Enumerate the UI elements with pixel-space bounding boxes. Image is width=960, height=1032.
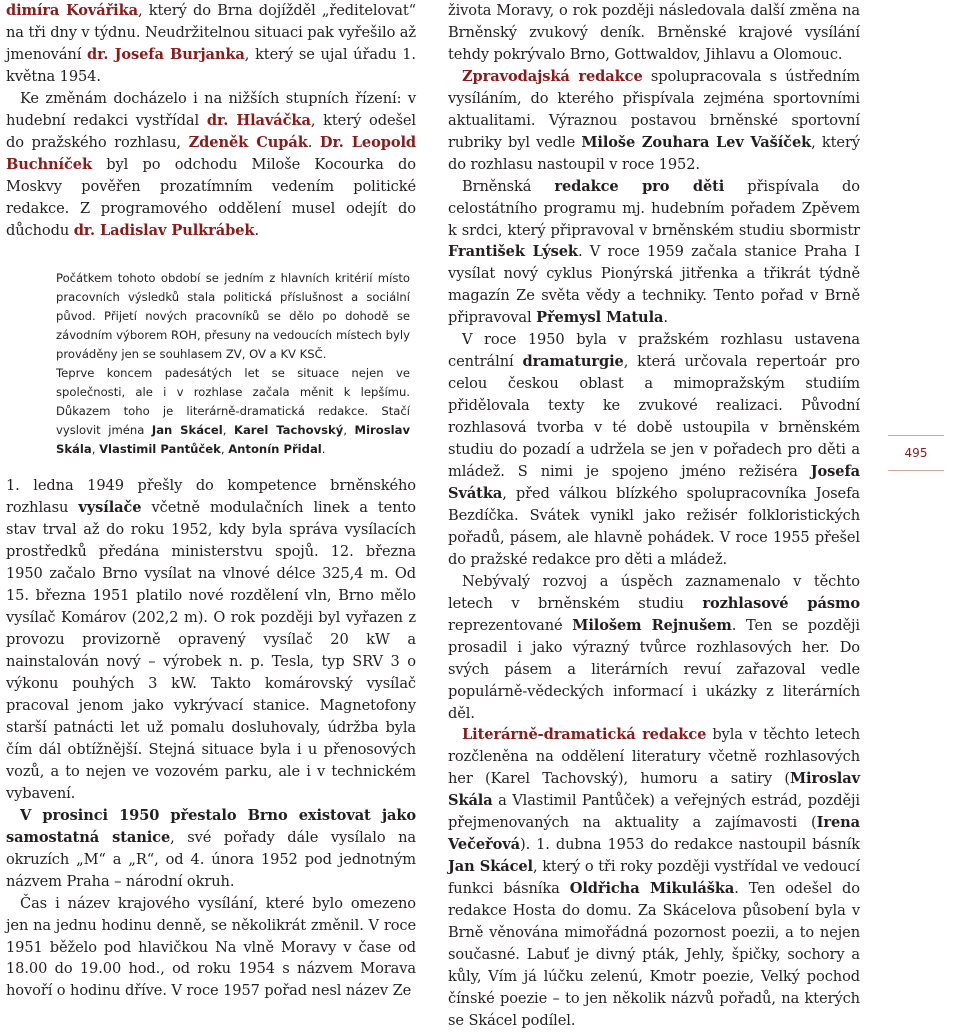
emphasis-text: Irena Večeřová [448,814,860,854]
body-text: , [343,423,355,438]
body-text: byl po odchodu Miloše Kocourka do Moskvy pověřen prozatímním vedením politické redakce. Z programového oddělení musel odejít do důchodu [6,155,416,239]
body-text: , který do rozhlasu nastoupil v roce 1952. [448,133,860,173]
body-text: . [254,221,259,239]
body-text: , své pořady dále vysílalo na okruzích „M“ a „R“, od 4. února 1952 pod jednotným názvem Praha – národní okruh. [6,828,416,890]
emphasis-text: Jan Skácel [448,858,533,876]
emphasis-text: V prosinci 1950 přestalo Brno existovat jako samostatná stanice [6,806,416,846]
emphasis-text: Zpravodajská redakce [462,67,643,85]
left-column [6,0,416,1002]
emphasis-text: Milošem Rejnušem [572,616,732,634]
body-text: , který o tři roky později vystřídal ve vedoucí funkci básníka [448,858,861,898]
paragraph-radio-montage [448,571,860,725]
body-text: . V roce 1959 začala stanice Praha I vysílat nový cyklus Pionýrská jitřenka a třikrát týdně magazín Ze světa vědy a techniky. Tento pořad v Brně připravoval [448,243,861,327]
emphasis-text: dr. Ladislav Pulkrábek [73,221,255,239]
sidebar-note-paragraph-2 [56,364,410,459]
emphasis-text: Literárně-dramatická redakce [462,726,707,744]
paragraph-transmitters [6,475,416,804]
body-text: . Ten odešel do redakce Hosta do domu. Za Skácelova působení byla v Brně věnována mimořádná pozornost poezii, a to nejen současné. Labuť je divný pták, Jehly, špičky, sochory a kůly, Vím já lúčku zelenú, Kmotr poezie, Velký pochod čínské poezie – to jen několik názvů pořadů, na kterých se Skácel podílel. [448,880,860,1029]
body-text: a Vlastimil Pantůček) a veřejných estrád, později přejmenovaných na aktuality a zajímavosti ( [448,792,860,832]
paragraph-staff-changes [6,88,416,242]
emphasis-text: Miloše Zouhara Lev Vašíček [581,133,812,151]
emphasis-text: dimíra Kovářika [6,2,138,19]
emphasis-text: František Lýsek [448,243,578,261]
body-text: , který do Brna dojížděl „ředitelovat“ na tři dny v týdnu. Neudržitelnou situaci pak vyřešilo až jmenování [6,2,416,63]
paragraph-regional-coverage [448,0,860,66]
body-text: Nebývalý rozvoj a úspěch zaznamenalo v těchto letech v brněnském studiu [448,572,860,612]
body-text: . Ten se později prosadil i jako výrazný tvůrce rozhlasových her. Do svých pásem a literárních revuí zařazoval vedle populárně-vědeckých informací i ukázky z literárních děl. [448,616,860,722]
page-number: 495 [888,435,944,471]
sidebar-note [6,269,416,459]
paragraph-dramaturgy [448,329,860,570]
emphasis-text: dr. Hlaváčka [206,111,311,129]
body-text: , která určovala repertoár pro celou českou oblast a mimopražským studiím přidělovala texty ke zvukové realizaci. Původní rozhlasová tvorba v té době ustoupila v brněnském studiu do pozadí a udržela se jen v pořadech pro děti a mládež. S nimi je spojeno jméno režiséra [448,353,860,481]
body-text: byla v těchto letech rozčleněna na oddělení literatury včetně rozhlasových her (Karel Tachovský), humoru a satiry ( [448,726,860,788]
body-text: , před válkou blízkého spolupracovníka Josefa Bezdíčka. Svátek vynikl jako režisér folkloristických pořadů, pásem, ale hlavně pohádek. V roce 1955 přešel do pražské redakce pro děti a mládež. [448,484,860,568]
body-text: včetně modulačních linek a tento stav trval až do roku 1952, kdy byla správa vysílacích prostředků předána ministerstvu spojů. 12. března 1950 začalo Brno vysílat na vlnové délce 325,4 m. Od 15. března 1951 platilo nové rozdělení vln, Brno mělo vysílač Komárov (202,2 m). O rok později byl vyřazen z provozu provizorně opravený vysílač 20 kW a nainstalován nový – výrobek n. p. Tesla, typ SRV 3 o výkonu pouhých 3 kW. Takto komárovský vysílač pracoval jenom jako vykrývací stanice. Magnetofony starší patnácti let už pomalu dosluhovaly, údržba byla čím dál obtížnější. Stejná situace byla i u přenosových vozů, a to nejen ve vozovém parku, ale i v technickém vybavení. [6,499,416,802]
emphasis-text: Zdeněk Cupák [188,133,308,151]
emphasis-text: Jan Skácel [151,423,223,438]
emphasis-text: redakce pro děti [554,177,725,195]
body-text: 1. ledna 1949 přešly do kompetence brněnského rozhlasu [6,477,416,517]
emphasis-text: Karel Tachovský [234,423,344,438]
paragraph-literary-drama [448,724,860,1031]
emphasis-text: Vlastimil Pantůček [99,442,221,457]
body-text: , který odešel do pražského rozhlasu, [6,111,416,151]
paragraph-children-desk [448,176,860,330]
body-text: přispívala do celostátního programu mj. hudebním pořadem Zpěvem k srdci, který připravoval v brněnském studiu sbormistr [448,177,860,239]
body-text: , [91,442,100,457]
body-text: života Moravy, o rok později následovala další změna na Brněnský zvukový deník. Brněnské krajové vysílání tehdy pokrývalo Brno, Gottwaldov, Jihlavu a Olomouc. [448,2,860,63]
emphasis-text: rozhlasové pásmo [702,594,860,612]
body-text: ). 1. dubna 1953 do redakce nastoupil básník [520,836,860,854]
body-text: Brněnská [462,177,555,195]
emphasis-text: Josefa Svátka [448,463,860,502]
emphasis-text: Miroslav Skála [448,770,860,810]
body-text: , který se ujal úřadu 1. května 1954. [6,45,416,85]
body-text: reprezentované [448,616,573,634]
paragraph-kovarik [6,0,416,88]
body-text: Počátkem tohoto období se jedním z hlavních kritérií místo pracovních výsledků stala politická příslušnost a sociální původ. Přijetí nových pracovníků se dělo po dohodě se závodním výborem ROH, přesuny na vedoucích místech byly prováděny jen se souhlasem ZV, OV a KV KSČ. [56,271,410,362]
body-text: . [663,309,668,327]
body-text: . [307,133,320,151]
body-text: , [222,423,234,438]
emphasis-text: dr. Josefa Burjanka [87,45,245,63]
emphasis-text: Dr. Leopold Buchníček [6,133,417,173]
emphasis-text: vysílače [78,499,142,517]
body-text: . [321,442,326,457]
right-column [448,0,860,1032]
emphasis-text: Oldřicha Mikuláška [569,880,735,898]
body-text: Čas i název krajového vysílání, které bylo omezeno jen na jednu hodinu denně, se několikrát změnil. V roce 1951 běželo pod hlavičkou Na vlně Moravy v čase od 18.00 do 19.00 hod., od roku 1954 s názvem Morava hovoří o hodinu dříve. V roce 1957 pořad nesl název Ze [6,894,416,1000]
paragraph-news-desk [448,66,860,176]
paragraph-brno-station-end [6,805,416,893]
sidebar-note-paragraph-1 [56,269,410,364]
emphasis-text: Přemysl Matula [536,309,664,327]
emphasis-text: Antonín Přidal [228,442,322,457]
body-text: , [220,442,229,457]
paragraph-regional-broadcast [6,893,416,1003]
emphasis-text: Miroslav Skála [56,423,410,457]
body-text: Ke změnám docházelo i na nižších stupních řízení: v hudební redakci vystřídal [6,89,416,129]
body-text: Teprve koncem padesátých let se situace nejen ve společnosti, ale i v rozhlase začala měnit k lepšímu. Důkazem toho je literárně-dramatická redakce. Stačí vyslovit jména [56,366,410,438]
body-text: spolupracovala s ústředním vysíláním, do kterého přispívala zejména sportovními aktualitami. Výraznou postavou brněnské sportovní rubriky byl vedle [448,67,860,151]
emphasis-text: dramaturgie [522,353,624,371]
body-text: V roce 1950 byla v pražském rozhlasu ustavena centrální [448,331,860,371]
